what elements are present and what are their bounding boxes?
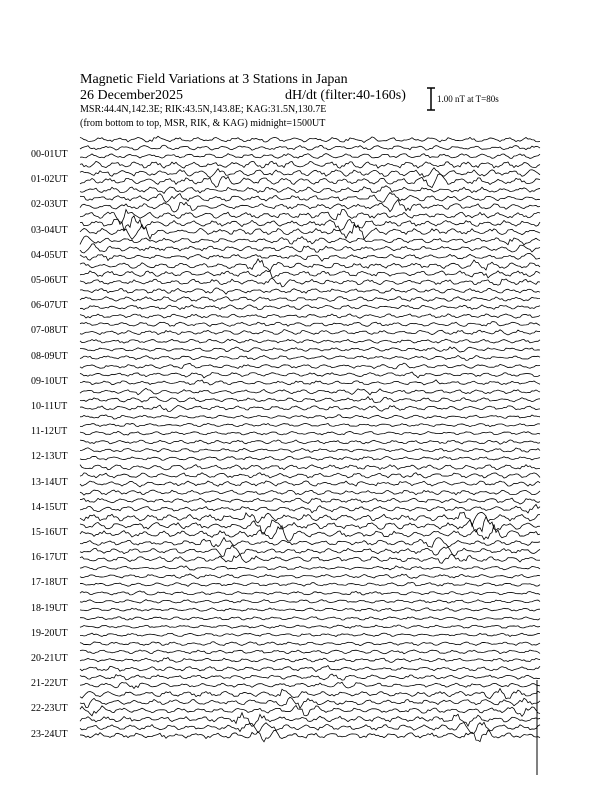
trace-03-04UT-RIK	[80, 216, 540, 231]
trace-10-11UT-MSR	[80, 405, 540, 411]
trace-21-22UT-KAG	[80, 666, 540, 672]
hour-label-21-22UT: 21-22UT	[31, 678, 68, 690]
trace-21-22UT-RIK	[80, 674, 540, 680]
hour-label-08-09UT: 08-09UT	[31, 350, 68, 362]
trace-18-19UT-RIK	[80, 600, 540, 603]
trace-02-03UT-KAG	[80, 186, 540, 194]
trace-05-06UT-MSR	[80, 278, 540, 287]
series-order-note: (from bottom to top, MSR, RIK, & KAG) midnight=1500UT	[80, 118, 326, 129]
trace-20-21UT-KAG	[80, 642, 540, 646]
trace-21-22UT-MSR	[80, 682, 540, 688]
hour-label-11-12UT: 11-12UT	[31, 426, 68, 438]
chart-title: Magnetic Field Variations at 3 Stations in Japan	[80, 72, 348, 87]
trace-04-05UT-RIK	[80, 244, 540, 253]
trace-15-16UT-MSR	[80, 524, 540, 541]
trace-12-13UT-KAG	[80, 440, 540, 444]
chart-date: 26 December2025	[80, 88, 184, 103]
trace-00-01UT-RIK	[80, 145, 540, 150]
trace-16-17UT-KAG	[80, 538, 540, 548]
hour-label-06-07UT: 06-07UT	[31, 300, 68, 312]
trace-14-15UT-MSR	[80, 504, 540, 512]
trace-04-05UT-MSR	[80, 253, 540, 261]
hour-label-23-24UT: 23-24UT	[31, 728, 68, 740]
trace-15-16UT-KAG	[80, 512, 540, 526]
trace-00-01UT-KAG	[80, 136, 540, 142]
trace-17-18UT-KAG	[80, 566, 540, 570]
trace-01-02UT-MSR	[80, 174, 540, 187]
hour-label-20-21UT: 20-21UT	[31, 653, 68, 664]
trace-02-03UT-RIK	[80, 193, 540, 203]
hour-label-17-18UT: 17-18UT	[31, 577, 68, 589]
quantity-label: dH/dt (filter:40-160s)	[285, 88, 406, 103]
scale-bar-label: 1.00 nT at T=80s	[437, 94, 499, 104]
trace-11-12UT-RIK	[80, 423, 540, 426]
trace-12-13UT-MSR	[80, 456, 540, 460]
trace-11-12UT-KAG	[80, 415, 540, 419]
trace-07-08UT-MSR	[80, 330, 540, 335]
hour-label-07-08UT: 07-08UT	[31, 325, 68, 337]
trace-14-15UT-RIK	[80, 498, 540, 504]
hour-label-05-06UT: 05-06UT	[31, 275, 68, 286]
trace-13-14UT-RIK	[80, 473, 540, 478]
trace-06-07UT-RIK	[80, 297, 540, 302]
trace-12-13UT-RIK	[80, 448, 540, 453]
trace-23-24UT-MSR	[80, 730, 540, 742]
trace-10-11UT-RIK	[80, 397, 540, 403]
hour-label-12-13UT: 12-13UT	[31, 451, 68, 463]
hour-label-22-23UT: 22-23UT	[31, 703, 68, 715]
hour-label-00-01UT: 00-01UT	[31, 149, 68, 160]
trace-05-06UT-KAG	[80, 259, 540, 271]
hour-label-10-11UT: 10-11UT	[31, 401, 68, 412]
trace-07-08UT-KAG	[80, 314, 540, 318]
hour-label-02-03UT: 02-03UT	[31, 199, 68, 211]
hour-label-01-02UT: 01-02UT	[31, 174, 68, 186]
trace-22-23UT-KAG	[80, 689, 540, 699]
hour-label-16-17UT: 16-17UT	[31, 552, 68, 564]
trace-08-09UT-RIK	[80, 347, 540, 352]
trace-09-10UT-KAG	[80, 363, 540, 369]
trace-19-20UT-MSR	[80, 633, 540, 636]
trace-22-23UT-MSR	[80, 706, 540, 717]
trace-11-12UT-MSR	[80, 431, 540, 435]
trace-07-08UT-RIK	[80, 322, 540, 327]
trace-05-06UT-RIK	[80, 270, 540, 277]
trace-02-03UT-MSR	[80, 200, 540, 212]
trace-08-09UT-KAG	[80, 339, 540, 343]
trace-19-20UT-KAG	[80, 617, 540, 620]
trace-13-14UT-KAG	[80, 465, 540, 470]
trace-17-18UT-RIK	[80, 574, 540, 579]
trace-00-01UT-MSR	[80, 154, 540, 159]
hour-label-19-20UT: 19-20UT	[31, 627, 68, 639]
trace-20-21UT-RIK	[80, 650, 540, 654]
trace-23-24UT-RIK	[80, 722, 540, 733]
trace-01-02UT-RIK	[80, 168, 540, 178]
hour-label-13-14UT: 13-14UT	[31, 476, 68, 488]
trace-13-14UT-MSR	[80, 481, 540, 487]
trace-03-04UT-MSR	[80, 225, 540, 240]
trace-09-10UT-MSR	[80, 380, 540, 385]
trace-20-21UT-MSR	[80, 658, 540, 663]
hour-label-15-16UT: 15-16UT	[31, 527, 68, 538]
trace-10-11UT-KAG	[80, 388, 540, 394]
hour-label-04-05UT: 04-05UT	[31, 249, 68, 261]
hour-label-14-15UT: 14-15UT	[31, 501, 68, 513]
trace-16-17UT-MSR	[80, 554, 540, 563]
trace-19-20UT-RIK	[80, 625, 540, 628]
hour-label-03-04UT: 03-04UT	[31, 224, 68, 236]
station-list: MSR:44.4N,142.3E; RIK:43.5N,143.8E; KAG:31.5N,130.7E	[80, 104, 327, 115]
trace-17-18UT-MSR	[80, 582, 540, 586]
hour-label-18-19UT: 18-19UT	[31, 602, 68, 614]
trace-18-19UT-KAG	[80, 591, 540, 595]
hour-label-09-10UT: 09-10UT	[31, 375, 68, 387]
trace-23-24UT-KAG	[80, 713, 540, 727]
trace-06-07UT-MSR	[80, 305, 540, 310]
trace-15-16UT-RIK	[80, 517, 540, 534]
trace-16-17UT-RIK	[80, 545, 540, 556]
trace-06-07UT-KAG	[80, 288, 540, 294]
trace-03-04UT-KAG	[80, 209, 540, 222]
trace-14-15UT-KAG	[80, 490, 540, 495]
trace-22-23UT-RIK	[80, 697, 540, 708]
trace-18-19UT-MSR	[80, 608, 540, 611]
trace-08-09UT-MSR	[80, 355, 540, 360]
trace-01-02UT-KAG	[80, 161, 540, 168]
trace-09-10UT-RIK	[80, 372, 540, 378]
